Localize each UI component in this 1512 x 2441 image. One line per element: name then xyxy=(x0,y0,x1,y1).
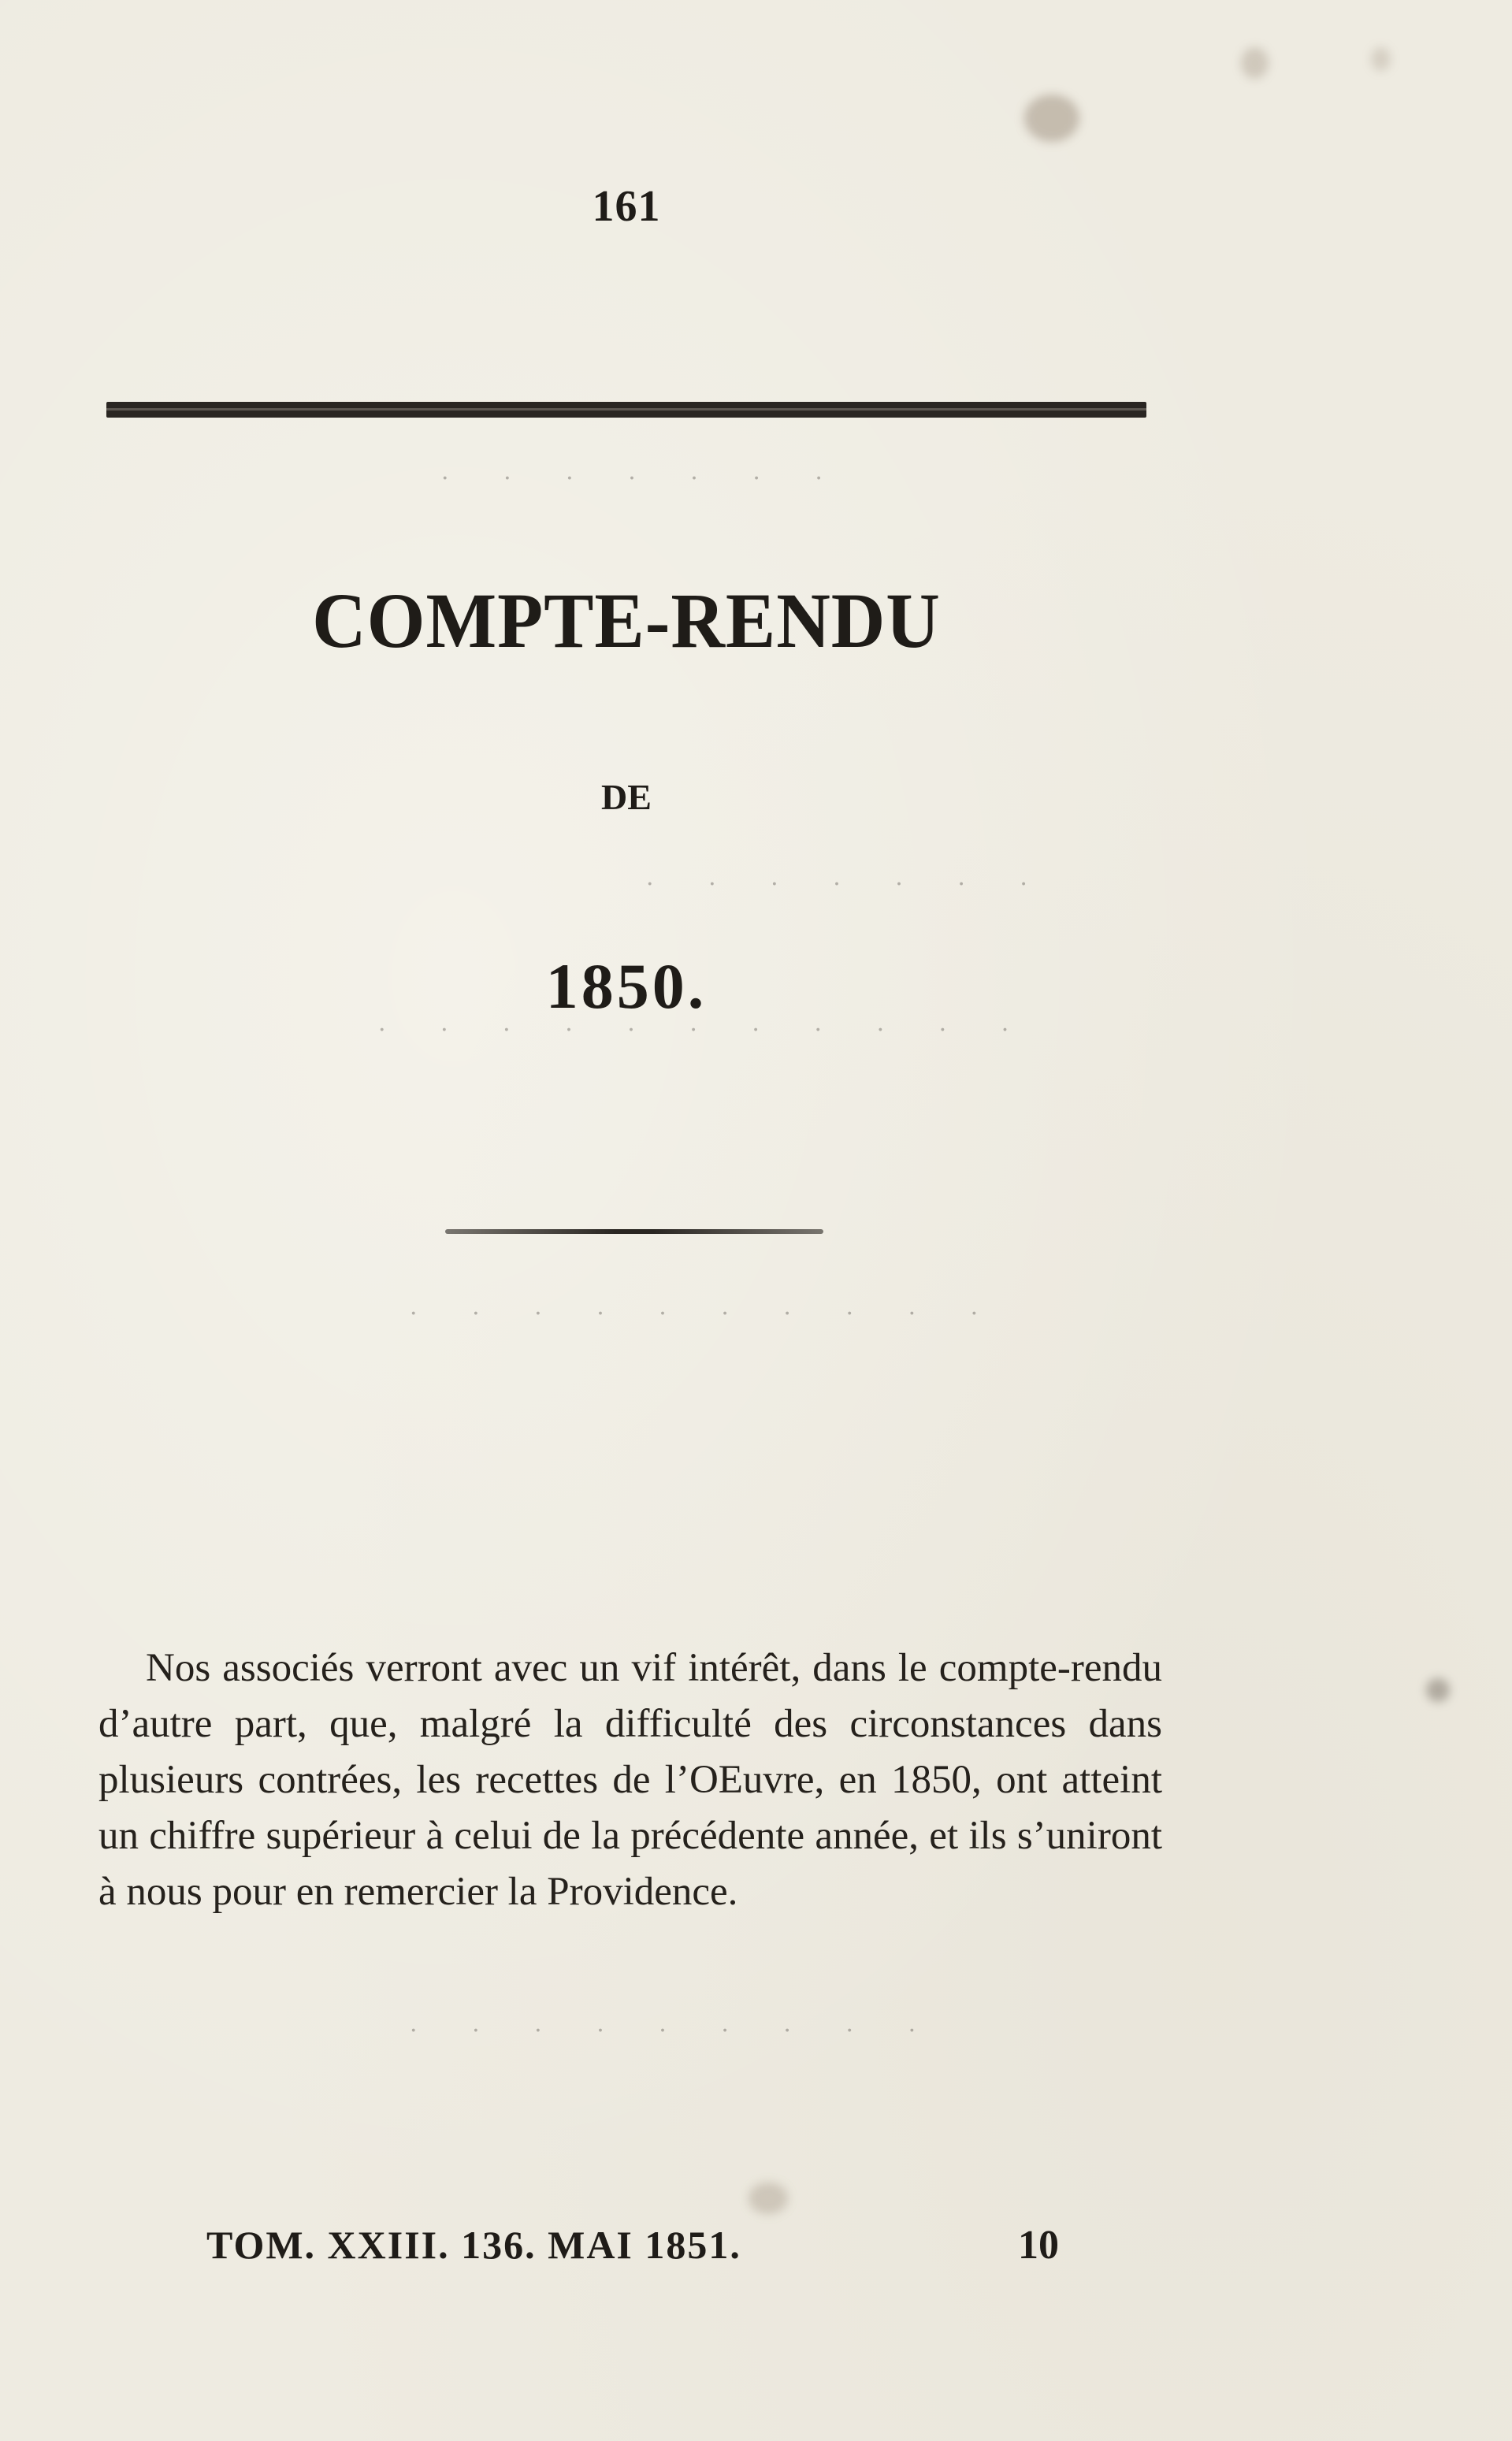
paper-stain xyxy=(1426,1678,1450,1702)
footer-signature: TOM. XXIII. 136. MAI 1851. xyxy=(206,2223,741,2267)
show-through-dots: · · · · · · · · · xyxy=(410,2017,940,2045)
paper-stain xyxy=(1024,95,1079,142)
page-number: 161 xyxy=(592,182,661,231)
section-divider xyxy=(445,1229,823,1234)
paper-stain xyxy=(1371,47,1391,71)
title-connector: DE xyxy=(601,777,652,817)
show-through-dots: · · · · · · · xyxy=(441,465,846,492)
header-rule xyxy=(106,402,1146,418)
page-title: COMPTE-RENDU xyxy=(312,577,941,664)
footer-sheet-number: 10 xyxy=(1018,2223,1059,2268)
show-through-dots: · · · · · · · · · · xyxy=(410,1300,1002,1328)
paper-stain xyxy=(1241,47,1269,79)
show-through-dots: · · · · · · · xyxy=(646,871,1051,898)
show-through-dots: · · · · · · · · · · · xyxy=(378,1016,1033,1044)
body-paragraph: Nos associés verront avec un vif intérêt, dans le compte-rendu d’autre part, que, malgré la difficulté des circonstances dans plusieurs contrées, les recettes de l’OEuvre, en 1850, ont atteint un chiffre supérieur à celui de la précédente année, et ils s’uniront à nous pour en remercier la Providence. xyxy=(98,1646,1162,1914)
title-year: 1850. xyxy=(545,950,708,1022)
paper-stain xyxy=(749,2183,788,2214)
